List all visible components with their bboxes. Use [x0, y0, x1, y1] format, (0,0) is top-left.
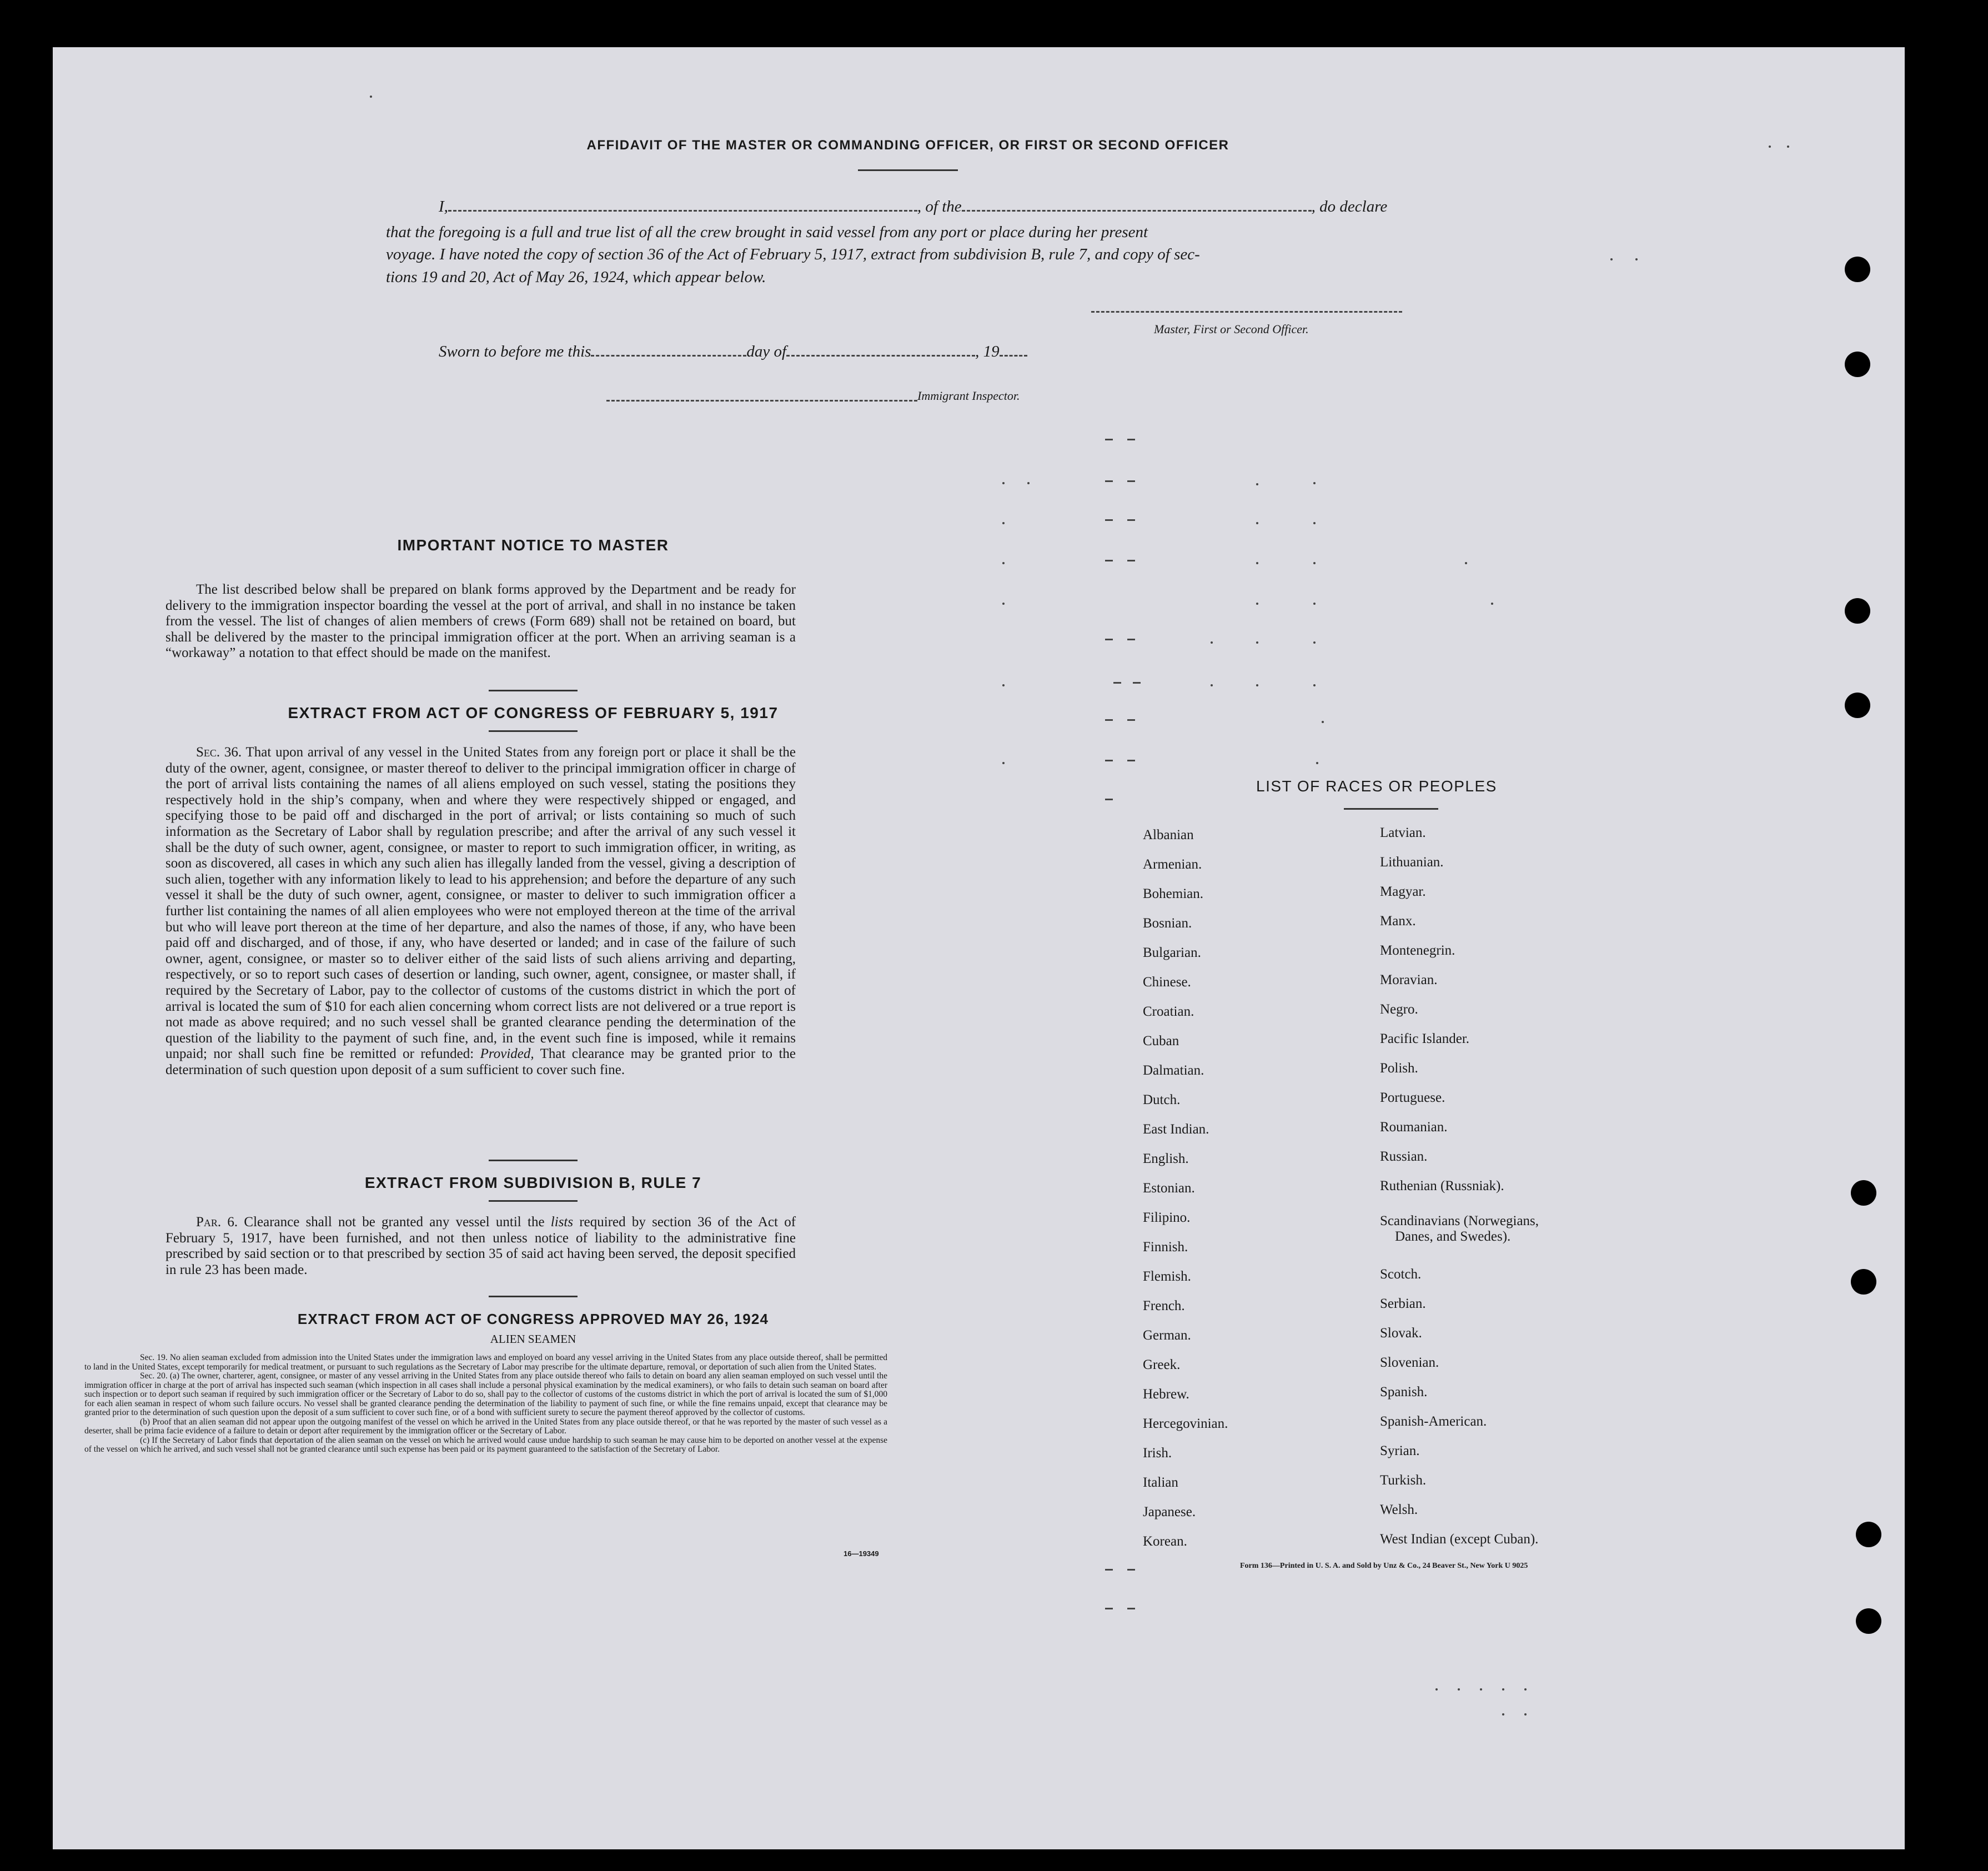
ledger-dash — [1105, 560, 1113, 561]
race-item: Slovenian. — [1380, 1355, 1439, 1370]
scan-speck — [1524, 1688, 1527, 1691]
race-item: Syrian. — [1380, 1443, 1420, 1458]
race-item: Russian. — [1380, 1149, 1428, 1164]
binder-hole — [1856, 1522, 1881, 1547]
race-item: Korean. — [1143, 1534, 1187, 1549]
scan-speck — [1211, 641, 1213, 644]
race-item: Flemish. — [1143, 1269, 1191, 1284]
extract-1917-title: EXTRACT FROM ACT OF CONGRESS OF FEBRUARY 5, 1917 — [288, 704, 779, 721]
scan-speck — [1002, 762, 1005, 764]
scan-speck — [1256, 522, 1258, 524]
race-item: Serbian. — [1380, 1296, 1426, 1311]
race-item: Filipino. — [1143, 1210, 1191, 1225]
notice-title: IMPORTANT NOTICE TO MASTER — [397, 536, 669, 554]
affidavit-title: AFFIDAVIT OF THE MASTER OR COMMANDING OFFICER, OR FIRST OR SECOND OFFICER — [586, 138, 1229, 153]
scan-speck — [1435, 1688, 1438, 1691]
par6-label: Par. 6. — [196, 1215, 238, 1230]
year-text: , 19 — [975, 343, 1000, 360]
ledger-dash — [1105, 639, 1113, 640]
scan-speck — [1002, 603, 1005, 605]
notice-body: The list described below shall be prepared on blank forms approved by the Department and be ready for delivery to the immigration inspector boarding the vessel at the port of arrival, and shall in no instance be taken from the vessel. The list of changes of alien members of crews (Form 689) shall not be retained on board, but shall be delivered by the master to the principal immigration officer at the port. When an arriving seaman is a “workaway” a notation to that effect should be made on the manifest. — [165, 582, 796, 661]
race-item: Ruthenian (Russniak). — [1380, 1178, 1504, 1193]
ledger-dash — [1105, 480, 1113, 482]
scan-speck — [1002, 684, 1005, 686]
scan-speck — [1256, 641, 1258, 644]
race-item: Albanian — [1143, 827, 1194, 842]
signature-blank[interactable] — [1091, 311, 1402, 313]
binder-hole — [1851, 1269, 1876, 1295]
divider — [858, 169, 958, 171]
scan-speck — [1256, 562, 1258, 564]
scan-speck — [1002, 482, 1005, 484]
scan-speck — [1635, 258, 1638, 260]
scan-speck — [1465, 562, 1467, 564]
scan-speck — [1502, 1688, 1504, 1691]
scan-speck — [1313, 482, 1316, 484]
ledger-dash — [1127, 519, 1135, 521]
scan-speck — [1769, 146, 1771, 148]
race-item: Negro. — [1380, 1002, 1418, 1017]
ledger-dash — [1133, 682, 1141, 684]
scan-speck — [1502, 1713, 1504, 1715]
extract-rule7-text — [165, 1215, 796, 1278]
divider — [1344, 808, 1438, 810]
scan-speck — [1322, 721, 1324, 723]
binder-hole — [1845, 693, 1870, 718]
scan-speck — [1313, 684, 1316, 686]
scan-speck — [370, 96, 372, 98]
race-item: Bosnian. — [1143, 916, 1192, 931]
race-item: Polish. — [1380, 1061, 1418, 1076]
race-item: German. — [1143, 1328, 1191, 1343]
scan-speck — [1491, 603, 1493, 605]
ledger-dash — [1105, 719, 1113, 721]
sec20c-text: (c) If the Secretary of Labor finds that deportation of the alien seaman on the vessel on which he arrived would cause undue hardship to such seaman he may cause him to be deported on another vessel at the expense of the vessel on which he arrived, and such vessel shall not be granted clearance until such expense has been paid or its payment guaranteed to the satisfaction of the Secretary of Labor. — [84, 1435, 887, 1454]
extract-rule7-title: EXTRACT FROM SUBDIVISION B, RULE 7 — [364, 1174, 702, 1191]
race-item: Moravian. — [1380, 972, 1438, 987]
affidavit-of-the: , of the — [917, 198, 962, 215]
extract-1917-text — [165, 745, 796, 1078]
ledger-dash — [1105, 760, 1113, 761]
race-item: Armenian. — [1143, 857, 1202, 872]
scan-speck — [1313, 641, 1316, 644]
scan-speck — [1313, 562, 1316, 564]
form-code: 16—19349 — [844, 1549, 879, 1558]
race-item: Slovak. — [1380, 1326, 1422, 1341]
ledger-dash — [1105, 1608, 1113, 1609]
scan-speck — [1002, 522, 1005, 524]
scan-speck — [1211, 684, 1213, 686]
sec19-text: Sec. 19. No alien seaman excluded from admission into the United States under the immigration laws and employed on board any vessel arriving in the United States from any place outside thereof, shall be permitted to land in the United States, except temporarily for medical treatment, or pursuant to such regulations as the Secretary of Labor may prescribe for the ultimate departure, removal, or deportation of such alien from the United States. — [84, 1353, 887, 1372]
race-item: Bohemian. — [1143, 886, 1204, 901]
race-item: Hebrew. — [1143, 1387, 1189, 1402]
scan-speck — [1027, 482, 1030, 484]
sec20a-text: Sec. 20. (a) The owner, charterer, agent, consignee, or master of any vessel arriving in the United States from any place outside thereof who fails to detain on board any alien seaman employed on such vessel until the immigration officer in charge at the port of arrival has inspected such seaman (which inspection in all cases shall include a personal physical examination by the medical examiners), or who fails to detain such seaman on board after such inspection or to deport such seaman if required by such immigration officer or the Secretary of Labor to do so, shall pay to the collector of customs of the customs district in which the port of arrival is located the sum of $1,000 for each alien seaman in respect of whom such failure occurs. No vessel shall be granted clearance pending the determination of the liability to payment of such fine, or while the fine remains unpaid, except that clearance may be granted prior to the determination of such question upon the deposit of a sum sufficient to cover such fine, or of a bond with sufficient surety to secure the payment thereof approved by the collector of customs. — [84, 1371, 887, 1417]
inspector-label: Immigrant Inspector. — [917, 389, 1020, 403]
scan-speck — [1256, 483, 1258, 485]
affidavit-do-declare: , do declare — [1311, 198, 1388, 215]
race-item: East Indian. — [1143, 1122, 1209, 1137]
race-item: Dutch. — [1143, 1092, 1181, 1107]
binder-hole — [1851, 1180, 1876, 1206]
race-item: French. — [1143, 1298, 1185, 1313]
race-item: West Indian (except Cuban). — [1380, 1532, 1539, 1547]
vessel-blank[interactable] — [962, 210, 1312, 212]
ledger-dash — [1113, 682, 1121, 684]
divider — [489, 1200, 578, 1202]
inspector-blank[interactable] — [606, 400, 917, 402]
race-item: Welsh. — [1380, 1502, 1418, 1517]
ledger-dash — [1127, 1569, 1135, 1571]
ledger-dash — [1127, 1608, 1135, 1609]
scan-speck — [1524, 1713, 1527, 1715]
printer-footer: Form 136—Printed in U. S. A. and Sold by Unz & Co., 24 Beaver St., New York U 9025 — [1240, 1562, 1528, 1570]
scan-speck — [1313, 603, 1316, 605]
race-item: Cuban — [1143, 1034, 1179, 1049]
race-item: Pacific Islander. — [1380, 1031, 1470, 1046]
par6-text-a: Clearance shall not be granted any vessel until the — [244, 1215, 545, 1230]
race-item: Bulgarian. — [1143, 945, 1201, 960]
affidavit-line3: voyage. I have noted the copy of section 36 of the Act of February 5, 1917, extract from subdivision B, rule 7, and copy of sec- — [386, 245, 1200, 263]
sworn-line — [439, 343, 1027, 361]
ledger-dash — [1105, 439, 1113, 440]
race-item: Dalmatian. — [1143, 1063, 1204, 1078]
ledger-dash — [1127, 560, 1135, 561]
race-item: Irish. — [1143, 1446, 1172, 1461]
ledger-dash — [1127, 760, 1135, 761]
race-item: Finnish. — [1143, 1240, 1188, 1255]
ledger-dash — [1127, 480, 1135, 482]
day-blank[interactable] — [591, 355, 746, 357]
races-title: LIST OF RACES OR PEOPLES — [1256, 778, 1497, 795]
scan-speck — [1002, 562, 1005, 564]
affidavit-declaration-line — [439, 198, 1387, 216]
ledger-dash — [1105, 1569, 1113, 1571]
race-item: Chinese. — [1143, 975, 1191, 990]
lists-word: lists — [550, 1215, 574, 1230]
scan-speck — [1256, 684, 1258, 686]
divider — [489, 690, 578, 691]
race-item: Lithuanian. — [1380, 855, 1444, 870]
affidavit-line2: that the foregoing is a full and true list of all the crew brought in said vessel from any port or place during her present — [386, 223, 1148, 241]
race-item: Scandinavians (Norwegians, — [1380, 1213, 1539, 1228]
alien-seamen-subtitle: ALIEN SEAMEN — [490, 1332, 576, 1346]
affidavit-line4: tions 19 and 20, Act of May 26, 1924, which appear below. — [386, 268, 766, 286]
extract-1924-title: EXTRACT FROM ACT OF CONGRESS APPROVED MAY 26, 1924 — [297, 1311, 769, 1327]
scan-speck — [1480, 1688, 1482, 1691]
binder-hole — [1845, 257, 1870, 282]
divider — [489, 1296, 578, 1297]
ledger-dash — [1105, 519, 1113, 521]
provided-word: Provided, — [480, 1046, 534, 1062]
binder-hole — [1845, 598, 1870, 624]
signature-label: Master, First or Second Officer. — [1154, 322, 1309, 336]
race-item: Scotch. — [1380, 1267, 1422, 1282]
race-item: Spanish-American. — [1380, 1414, 1487, 1429]
extract-1924-text — [84, 1353, 887, 1454]
race-item: English. — [1143, 1151, 1189, 1166]
month-blank[interactable] — [786, 355, 975, 357]
race-item: Montenegrin. — [1380, 943, 1455, 958]
scan-speck — [1256, 603, 1258, 605]
binder-hole — [1856, 1608, 1881, 1634]
race-item: Italian — [1143, 1475, 1178, 1490]
sec20b-text: (b) Proof that an alien seaman did not appear upon the outgoing manifest of the vessel on which he arrived in the United States from any place outside thereof, or that he was reported by the master of such vessel as a deserter, shall be prima facie evidence of a failure to detain or deport after requirement by the immigration officer or the Secretary of Labor. — [84, 1417, 887, 1436]
binder-hole — [1845, 352, 1870, 377]
divider — [489, 730, 578, 732]
ledger-dash — [1105, 799, 1113, 800]
ledger-dash — [1127, 719, 1135, 721]
race-item: Japanese. — [1143, 1504, 1196, 1519]
race-item: Manx. — [1380, 914, 1416, 929]
race-item: Estonian. — [1143, 1181, 1195, 1196]
ledger-dash — [1127, 439, 1135, 440]
race-item: Hercegovinian. — [1143, 1416, 1228, 1431]
par6-text-b: required by section 36 of the Act of February 5, 1917, have been furnished, and not then unless notice of liability to the administrative fine prescribed by said section or to that prescribed by section 35 of said act having been served, the deposit specified in rule 23 has been made. — [165, 1215, 796, 1277]
race-item: Spanish. — [1380, 1385, 1428, 1400]
name-blank[interactable] — [448, 210, 917, 212]
scan-speck — [1313, 522, 1316, 524]
scan-speck — [1316, 762, 1318, 764]
sec36-end: That clearance may be granted prior to the determination of such question upon deposit of a sum sufficient to cover such fine. — [165, 1046, 796, 1077]
race-item: Magyar. — [1380, 884, 1426, 899]
race-item: Greek. — [1143, 1357, 1181, 1372]
notice-text — [165, 582, 796, 661]
sec36-label: Sec. 36. — [196, 745, 242, 760]
race-item: Roumanian. — [1380, 1120, 1448, 1135]
ledger-dash — [1127, 639, 1135, 640]
scan-speck — [1610, 258, 1613, 260]
race-item: Turkish. — [1380, 1473, 1427, 1488]
divider — [489, 1160, 578, 1161]
race-item: Portuguese. — [1380, 1090, 1445, 1105]
race-item: Latvian. — [1380, 825, 1426, 840]
race-item: Danes, and Swedes). — [1395, 1229, 1511, 1244]
scan-speck — [1787, 146, 1789, 148]
sworn-text: Sworn to before me this — [439, 343, 591, 360]
affidavit-i: I, — [439, 198, 448, 215]
sec36-body: That upon arrival of any vessel in the United States from any foreign port or place it shall be the duty of the owner, agent, consignee, or master thereof to deliver to the principal immigration officer in charge of the port of arrival lists containing the names of all aliens employed on such vessel, stating the positions they respectively hold in the ship’s company, when and where they were respectively shipped or engaged, and specifying those to be paid off and discharged in the port of arrival; or lists containing so much of such information as the Secretary of Labor shall by regulation prescribe; and after the arrival of any such vessel it shall be the duty of such owner, agent, consignee, or master to report to such immigration officer, in writing, as soon as discovered, all cases in which any such alien has illegally landed from the vessel, giving a description of such alien, together with any information likely to lead to his apprehension; and before the departure of any such vessel it shall be the duty of such owner, agent, consignee, or master to deliver to such immigration officer a further list containing the names of all alien employees who were not employed thereon at the time of the arrival but who will leave port thereon at the time of her departure, and also the names of those, if any, who have been paid off and discharged, and of those, if any, who have deserted or landed; and in case of the failure of such owner, agent, consignee, or master so to deliver either of the said lists of such aliens arriving and departing, respectively, or so to report such cases of desertion or landing, such owner, agent, consignee, or master shall, if required by the Secretary of Labor, pay to the collector of customs of the customs district in which the port of arrival is located the sum of $10 for each alien concerning whom correct lists are not delivered or a true report is not made as above required; and no such vessel shall be granted clearance pending the determination of the question of the liability to the payment of such fine, and, in the event such fine is imposed, while it remains unpaid; nor shall such fine be remitted or refunded: — [165, 745, 796, 1062]
day-of-text: day of — [746, 343, 787, 360]
scan-speck — [1458, 1688, 1460, 1691]
year-blank[interactable] — [1000, 355, 1027, 357]
race-item: Croatian. — [1143, 1004, 1194, 1019]
